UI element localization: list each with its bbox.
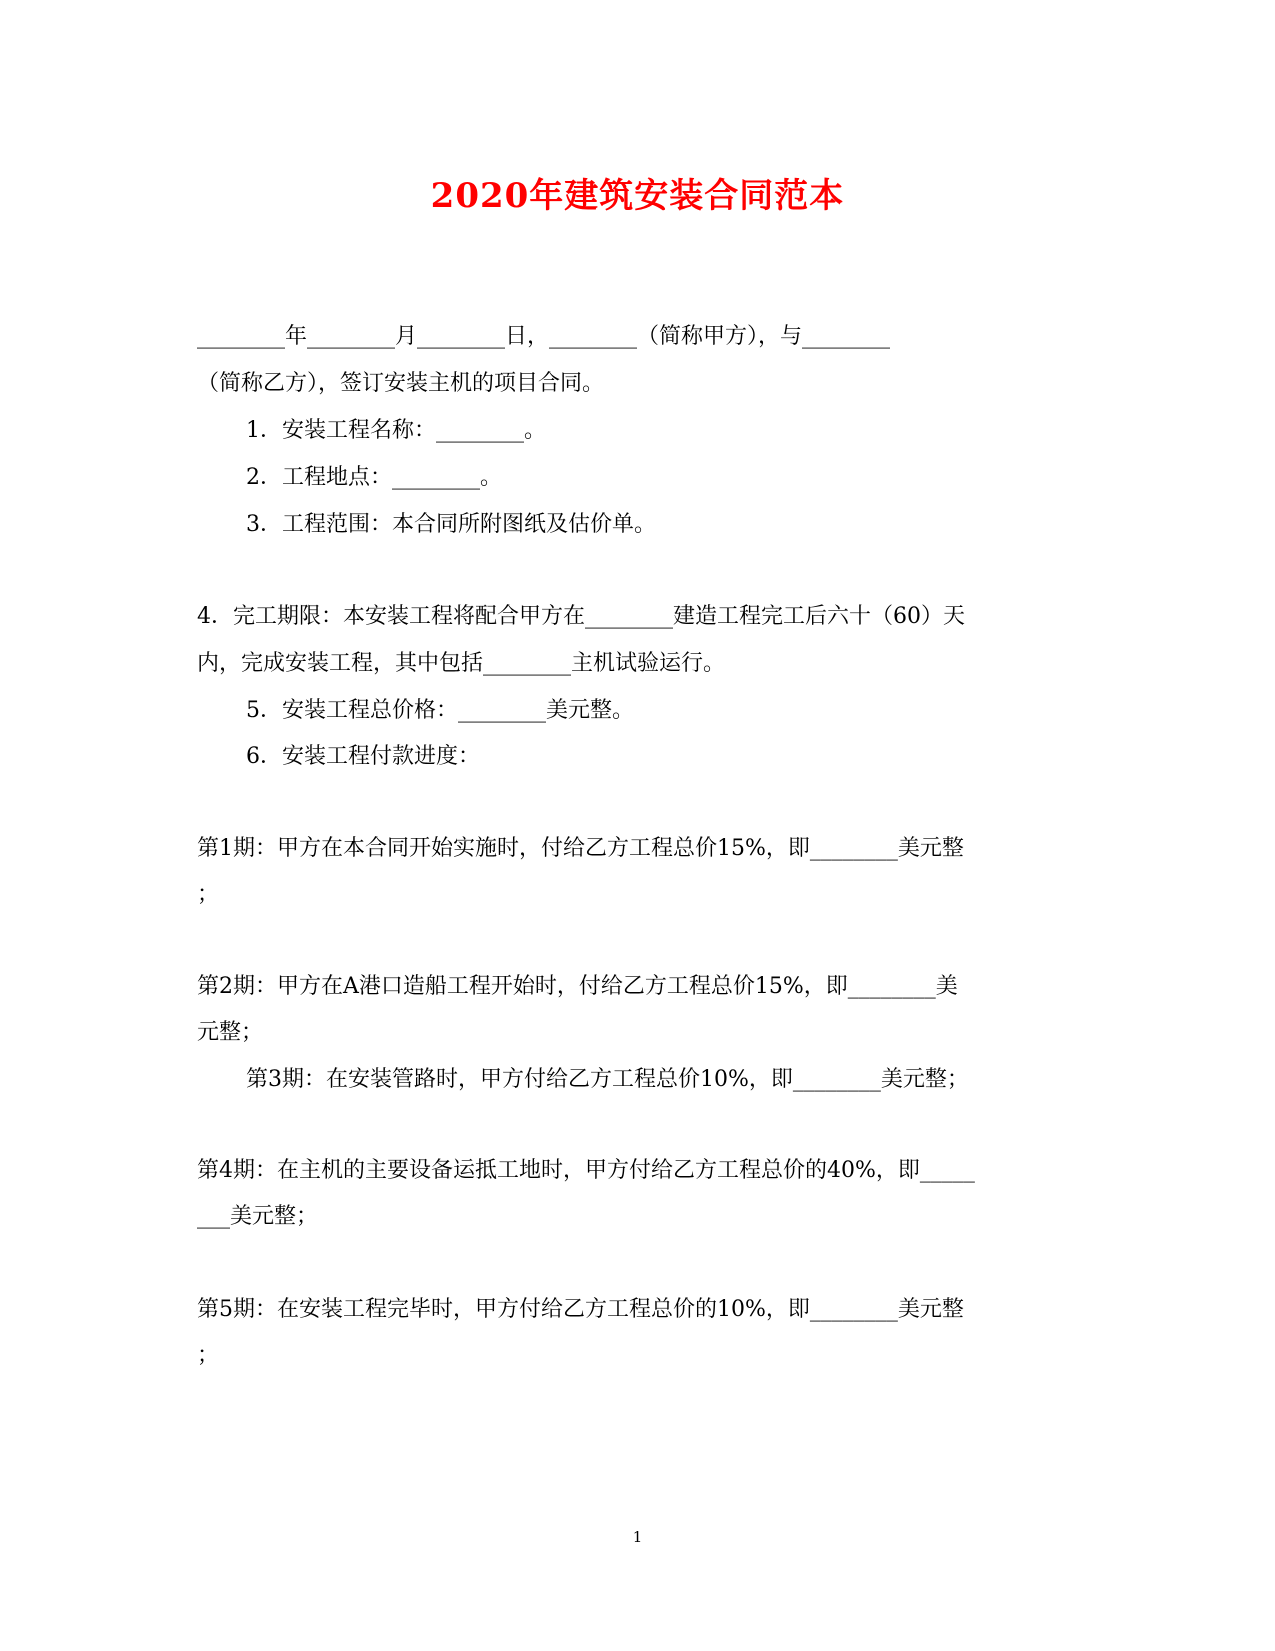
paragraph-line: 4．完工期限：本安装工程将配合甲方在________建造工程完工后六十（60）天 — [197, 604, 965, 629]
document-title: 2020年建筑安装合同范本 — [430, 176, 845, 216]
paragraph-line: 内，完成安装工程，其中包括________主机试验运行。 — [197, 651, 726, 676]
paragraph-line: 第1期：甲方在本合同开始实施时，付给乙方工程总价15%，即________美元整 — [197, 836, 964, 861]
page-number: 1 — [632, 1528, 643, 1546]
paragraph-line: 6．安装工程付款进度： — [246, 744, 480, 769]
paragraph-line: 5．安装工程总价格：________美元整。 — [246, 698, 634, 723]
paragraph-line: ________年________月________日，________（简称甲方），与________ — [197, 324, 891, 349]
paragraph-line: 1．安装工程名称：________。 — [246, 418, 546, 443]
paragraph-line: ； — [197, 882, 220, 907]
paragraph-line: ___美元整； — [197, 1204, 319, 1229]
paragraph-line: （简称乙方），签订安装主机的项目合同。 — [197, 371, 605, 396]
paragraph-line: 3．工程范围：本合同所附图纸及估价单。 — [246, 512, 656, 537]
paragraph-line: 元整； — [197, 1020, 264, 1045]
paragraph-line: 第3期：在安装管路时，甲方付给乙方工程总价10%，即________美元整； — [246, 1067, 969, 1092]
paragraph-line: 第4期：在主机的主要设备运抵工地时，甲方付给乙方工程总价的40%，即_____ — [197, 1158, 975, 1183]
paragraph-line: 第2期：甲方在A港口造船工程开始时，付给乙方工程总价15%，即________美 — [197, 974, 958, 999]
paragraph-line: ； — [197, 1343, 220, 1368]
paragraph-line: 2．工程地点：________。 — [246, 465, 502, 490]
paragraph-line: 第5期：在安装工程完毕时，甲方付给乙方工程总价的10%，即________美元整 — [197, 1297, 964, 1322]
